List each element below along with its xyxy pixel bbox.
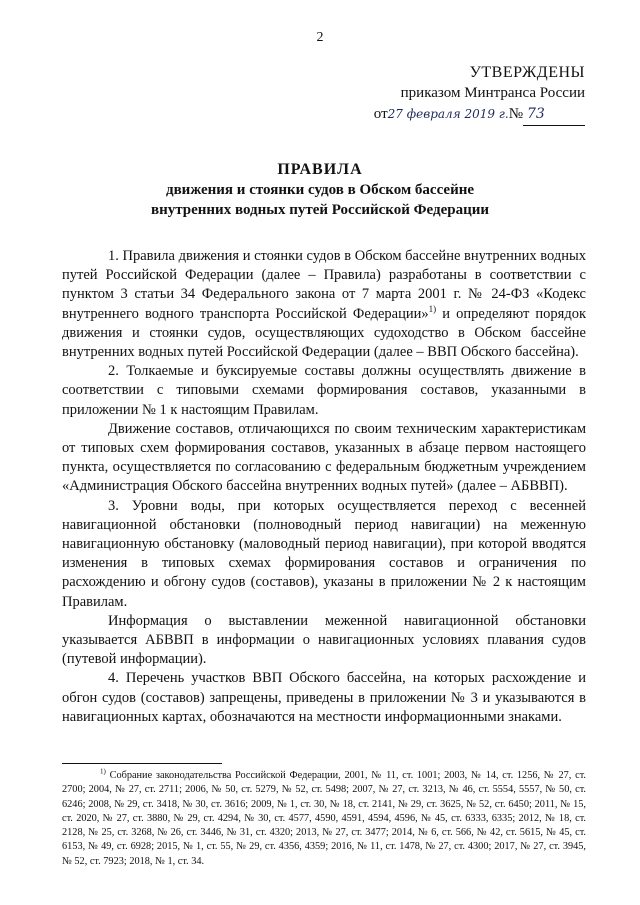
approval-number-prefix: № <box>508 106 523 122</box>
paragraph-4: 3. Уровни воды, при которых осуществляется переход с весенней навигационной обстановки (полноводный период навигации) на меженную навигационную обстановку (маловодный период навигации), при которой вводятся изменения в типовых схемах формирования составов и ограничения по расхождению и обгону судов (составов), указаны в приложении № 2 к настоящим Правилам. <box>62 497 586 610</box>
paragraph-3: Движение составов, отличающихся по своим техническим характеристикам от типовых схем формирования составов, указанных в абзаце первом настоящего пункта, осуществляется по согласованию с федеральным бюджетным учреждением «Администрация Обского бассейна внутренних водных путей» (далее – АБВВП). <box>62 420 586 495</box>
paragraph-6: 4. Перечень участков ВВП Обского бассейна, на которых расхождение и обгон судов (составов) запрещены, приведены в приложении № 3 и указываются в навигационных картах, обозначаются на местности информационными знаками. <box>62 670 586 725</box>
handwritten-date: 27 февраля 2019 г. <box>387 107 509 121</box>
paragraph-1 <box>62 247 586 362</box>
footnote-divider <box>62 763 222 764</box>
document-subtitle-line1: движения и стоянки судов в Обском бассейне <box>165 182 475 198</box>
paragraph-1-tail: и определяют порядок движения и стоянки судов, осуществляющих судоходство в Обском бассейне внутренних водных путей Российской Федерации (далее – ВВП Обского бассейна). <box>62 305 586 361</box>
footnote-text: Собрание законодательства Российской Федерации, 2001, № 11, ст. 1001; 2003, № 14, ст. 1256, № 27, ст. 2700; 2004, № 27, ст. 2711; 2006, № 50, ст. 5279, № 52, ст. 5498; 2007, № 27, ст. 3213, № 46, ст. 5554, 5557, № 50, ст. 6246; 2008, № 29, ст. 3418, № 30, ст. 3616; 2009, № 1, ст. 30, № 18, ст. 2141, № 29, ст. 3625, № 52, ст. 6450; 2011, № 15, ст. 2020, № 27, ст. 3880, № 29, ст. 4294, № 30, ст. 4577, 4590, 4591, 4594, 4596, № 45, ст. 6333, 6335; 2012, № 18, ст. 2128, № 25, ст. 3268, № 26, ст. 3446, № 31, ст. 4320; 2013, № 27, ст. 3477; 2014, № 6, ст. 566, № 42, ст. 5615, № 45, ст. 6153, № 49, ст. 6928; 2015, № 1, ст. 55, № 29, ст. 4356, 4359; 2016, № 11, ст. 1478, № 27, ст. 4300; 2017, № 27, ст. 3945, № 52, ст. 7923; 2018, № 1, ст. 34. <box>62 770 586 867</box>
page-number: 2 <box>316 30 324 45</box>
approval-heading: УТВЕРЖДЕНЫ <box>469 64 585 81</box>
handwritten-order-number: 73 <box>523 104 585 126</box>
footnote-mark: 1) <box>100 767 106 776</box>
approval-order-line <box>374 104 585 126</box>
paragraph-1-text: 1. Правила движения и стоянки судов в Обском бассейне внутренних водных путей Российской Федерации (далее – Правила) разработаны в соответствии с пунктом 3 статьи 34 Федерального закона от 7 марта 2001 г. № 24-ФЗ «Кодекс внутреннего водного транспорта Российской Федерации» <box>62 248 586 322</box>
paragraph-5: Информация о выставлении меженной навигационной обстановки указывается АБВВП в информации о навигационных условиях плавания судов (путевой информации). <box>62 612 586 668</box>
footnote-reference: 1) <box>428 303 437 314</box>
document-subtitle-line2: внутренних водных путей Российской Федерации <box>150 202 490 218</box>
document-body <box>62 247 586 727</box>
document-title-block <box>0 160 640 220</box>
footnote <box>62 769 586 869</box>
paragraph-2: 2. Толкаемые и буксируемые составы должны осуществлять движение в соответствии с типовыми схемами формирования составов, указанными в приложении № 1 к настоящим Правилам. <box>62 363 586 418</box>
approval-order-of: приказом Минтранса России <box>400 85 585 101</box>
approval-from-prefix: от <box>373 106 388 122</box>
document-title: ПРАВИЛА <box>277 161 363 178</box>
approval-block <box>374 62 585 126</box>
